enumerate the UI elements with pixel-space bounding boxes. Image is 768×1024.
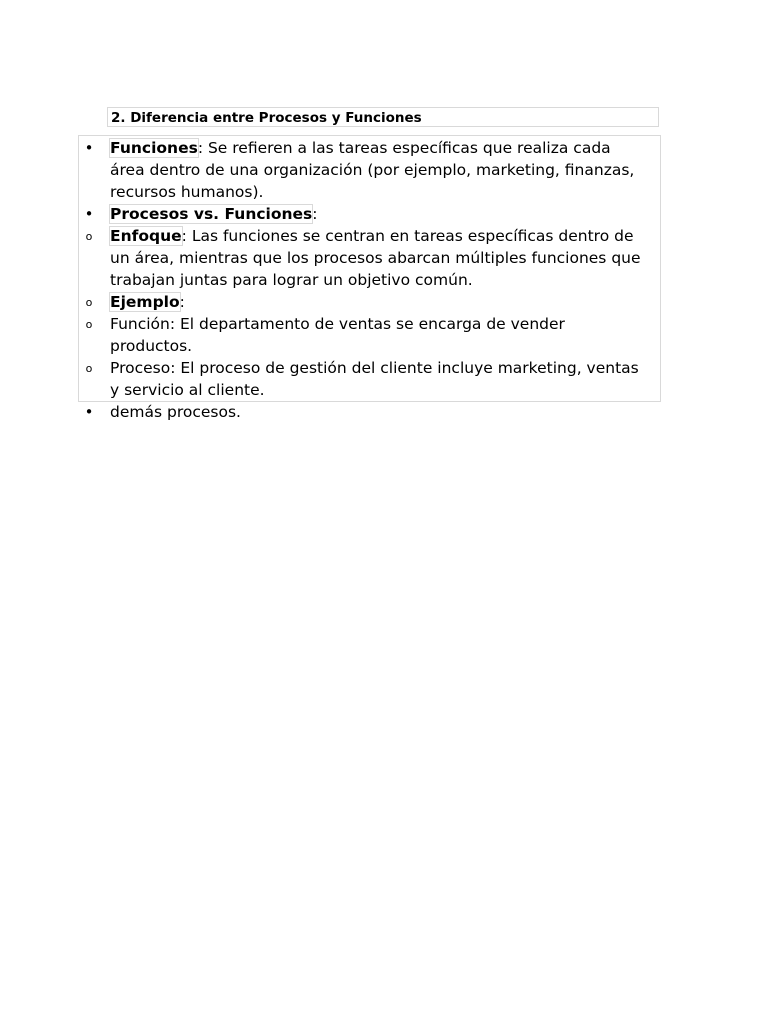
item-text: demás procesos. [110, 403, 241, 421]
bullet-marker: • [84, 403, 94, 421]
item-text: Función: El departamento de ventas se encarga de vender productos. [110, 315, 565, 355]
item-text: : [179, 293, 185, 311]
term-funciones: Funciones [110, 139, 198, 157]
list-item-procesos-vs-funciones [79, 203, 660, 225]
term-procesos-vs-funciones: Procesos vs. Funciones [110, 205, 313, 223]
list-item-proceso-ejemplo [79, 357, 660, 401]
bullet-list [79, 137, 660, 423]
list-item-funcion-ejemplo [79, 313, 660, 357]
list-item-demas-procesos [79, 401, 660, 423]
item-text: : Se refieren a las tareas específicas que realiza cada área dentro de una organización (por ejemplo, marketing, finanzas, recursos humanos). [110, 139, 635, 201]
list-item-funciones [79, 137, 660, 203]
list-item-ejemplo [79, 291, 660, 313]
sub-bullet-marker: o [85, 362, 93, 375]
section-heading [107, 107, 659, 127]
item-text: : Las funciones se centran en tareas específicas dentro de un área, mientras que los procesos abarcan múltiples funciones que trabajan juntas para lograr un objetivo común. [110, 227, 641, 289]
sub-bullet-marker: o [85, 230, 93, 243]
item-text: Proceso: El proceso de gestión del cliente incluye marketing, ventas y servicio al cliente. [110, 359, 639, 399]
section-heading-text: 2. Diferencia entre Procesos y Funciones [111, 110, 422, 126]
sub-bullet-marker: o [85, 296, 93, 309]
list-item-enfoque [79, 225, 660, 291]
sub-bullet-marker: o [85, 318, 93, 331]
bullet-marker: • [84, 205, 94, 223]
term-ejemplo: Ejemplo [110, 293, 180, 311]
item-text: : [312, 205, 318, 223]
term-enfoque: Enfoque [110, 227, 182, 245]
bullet-marker: • [84, 139, 94, 157]
bullet-list-box [78, 135, 661, 421]
